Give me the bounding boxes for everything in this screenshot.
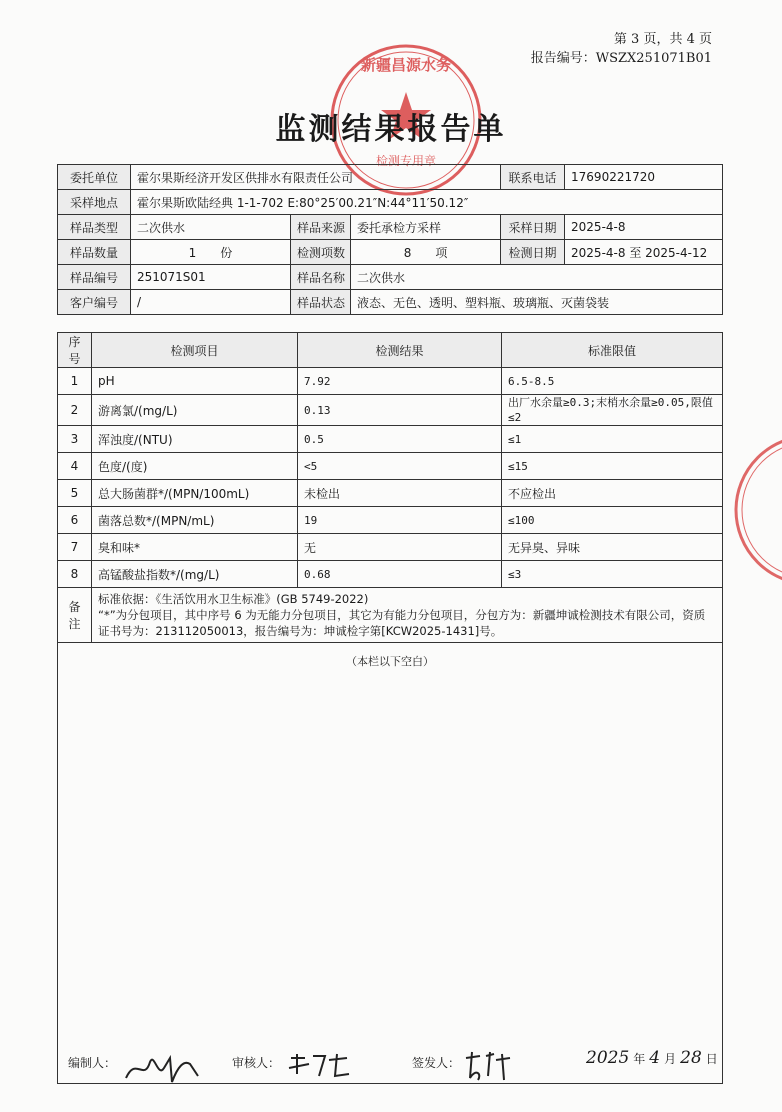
compiler-signature <box>118 1048 208 1088</box>
sample-type-value: 二次供水 <box>131 215 291 240</box>
sample-name-label: 样品名称 <box>291 265 351 290</box>
table-row <box>58 426 723 453</box>
signature-footer <box>0 1048 782 1088</box>
table-row <box>58 480 723 507</box>
table-row <box>58 534 723 561</box>
col-header-limit: 标准限值 <box>502 333 723 368</box>
report-date <box>586 1048 722 1068</box>
stamp-sub-text: 检测专用章 <box>375 154 437 168</box>
remark-standard: 标准依据：《生活饮用水卫生标准》(GB 5749-2022) <box>98 592 369 606</box>
test-items-value: 8 项 <box>351 240 501 265</box>
phone-value: 17690221720 <box>565 165 723 190</box>
date-month-unit: 月 <box>664 1052 677 1066</box>
row-no: 7 <box>58 534 92 561</box>
table-row <box>58 561 723 588</box>
row-limit: 不应检出 <box>502 480 723 507</box>
row-no: 2 <box>58 395 92 426</box>
test-items-label: 检测项数 <box>291 240 351 265</box>
col-header-no: 序号 <box>58 333 92 368</box>
sample-no-value: 251071S01 <box>131 265 291 290</box>
compiler-label: 编制人： <box>68 1056 117 1070</box>
sampling-date-label: 采样日期 <box>501 215 565 240</box>
row-item: 臭和味* <box>92 534 298 561</box>
report-number: 报告编号：WSZX251071B01 <box>530 51 712 66</box>
row-limit: ≤3 <box>502 561 723 588</box>
test-date-value: 2025-4-8 至 2025-4-12 <box>565 240 723 265</box>
table-row <box>58 453 723 480</box>
row-item: 浑浊度/(NTU) <box>92 426 298 453</box>
row-item: 总大肠菌群*/(MPN/100mL) <box>92 480 298 507</box>
sample-source-value: 委托承检方采样 <box>351 215 501 240</box>
table-row <box>58 368 723 395</box>
row-limit: 6.5-8.5 <box>502 368 723 395</box>
approver-signature <box>460 1048 516 1084</box>
row-limit: 出厂水余量≥0.3;末梢水余量≥0.05,限值≤2 <box>502 395 723 426</box>
remark-label: 备注 <box>58 588 92 643</box>
row-result: 19 <box>298 507 502 534</box>
blank-area <box>58 643 723 1084</box>
client-value: 霍尔果斯经济开发区供排水有限责任公司 <box>131 165 501 190</box>
row-result: 0.13 <box>298 395 502 426</box>
sample-state-label: 样品状态 <box>291 290 351 315</box>
remark-content <box>92 588 723 643</box>
stamp-org-text: 新疆昌源水务 <box>360 56 452 74</box>
row-no: 3 <box>58 426 92 453</box>
reviewer-label: 审核人： <box>232 1056 281 1070</box>
sample-state-value: 液态、无色、透明、塑料瓶、玻璃瓶、灭菌袋装 <box>351 290 723 315</box>
table-row <box>58 395 723 426</box>
row-no: 8 <box>58 561 92 588</box>
remark-subcontract: “*”为分包项目，其中序号 6 为无能力分包项目，其它为有能力分包项目，分包方为：新疆坤诚检测技术有限公司，资质证书号为：213112050013，报告编号为：坤诚检字第[KCW2025-1431]号。 <box>98 608 706 638</box>
row-limit: 无异臭、异味 <box>502 534 723 561</box>
row-result: 0.5 <box>298 426 502 453</box>
blank-note: （本栏以下空白） <box>346 655 434 668</box>
row-item: 菌落总数*/(MPN/mL) <box>92 507 298 534</box>
page-title: 监测结果报告单 <box>275 112 507 147</box>
table-row <box>58 507 723 534</box>
row-no: 5 <box>58 480 92 507</box>
approver-label: 签发人： <box>412 1056 461 1070</box>
sample-qty-value: 1 份 <box>131 240 291 265</box>
row-limit: ≤15 <box>502 453 723 480</box>
sampling-date-value: 2025-4-8 <box>565 215 723 240</box>
row-no: 4 <box>58 453 92 480</box>
row-limit: ≤100 <box>502 507 723 534</box>
page-info-block <box>531 30 712 68</box>
site-value: 霍尔果斯欧陆经典 1-1-702 E:80°25′00.21″N:44°11′50.12″ <box>131 190 723 215</box>
results-table <box>57 332 723 1084</box>
customer-no-value: / <box>131 290 291 315</box>
row-result: 0.68 <box>298 561 502 588</box>
row-result: 未检出 <box>298 480 502 507</box>
phone-label: 联系电话 <box>501 165 565 190</box>
page-number: 第 3 页，共 4 页 <box>613 32 712 47</box>
row-item: 色度/(度) <box>92 453 298 480</box>
sample-type-label: 样品类型 <box>58 215 131 240</box>
side-stamp <box>730 430 782 590</box>
sample-qty-label: 样品数量 <box>58 240 131 265</box>
date-day: 28 <box>680 1048 702 1068</box>
sample-no-label: 样品编号 <box>58 265 131 290</box>
row-no: 1 <box>58 368 92 395</box>
row-item: 游离氯/(mg/L) <box>92 395 298 426</box>
customer-no-label: 客户编号 <box>58 290 131 315</box>
test-date-label: 检测日期 <box>501 240 565 265</box>
row-result: <5 <box>298 453 502 480</box>
col-header-result: 检测结果 <box>298 333 502 368</box>
row-item: pH <box>92 368 298 395</box>
row-result: 7.92 <box>298 368 502 395</box>
col-header-item: 检测项目 <box>92 333 298 368</box>
date-year-unit: 年 <box>633 1052 646 1066</box>
client-label: 委托单位 <box>58 165 131 190</box>
sample-source-label: 样品来源 <box>291 215 351 240</box>
site-label: 采样地点 <box>58 190 131 215</box>
row-result: 无 <box>298 534 502 561</box>
row-item: 高锰酸盐指数*/(mg/L) <box>92 561 298 588</box>
row-limit: ≤1 <box>502 426 723 453</box>
sample-info-table <box>57 164 723 315</box>
date-month: 4 <box>649 1048 661 1068</box>
date-day-unit: 日 <box>705 1052 718 1066</box>
row-no: 6 <box>58 507 92 534</box>
date-year: 2025 <box>586 1048 630 1068</box>
reviewer-signature <box>285 1050 355 1082</box>
sample-name-value: 二次供水 <box>351 265 723 290</box>
